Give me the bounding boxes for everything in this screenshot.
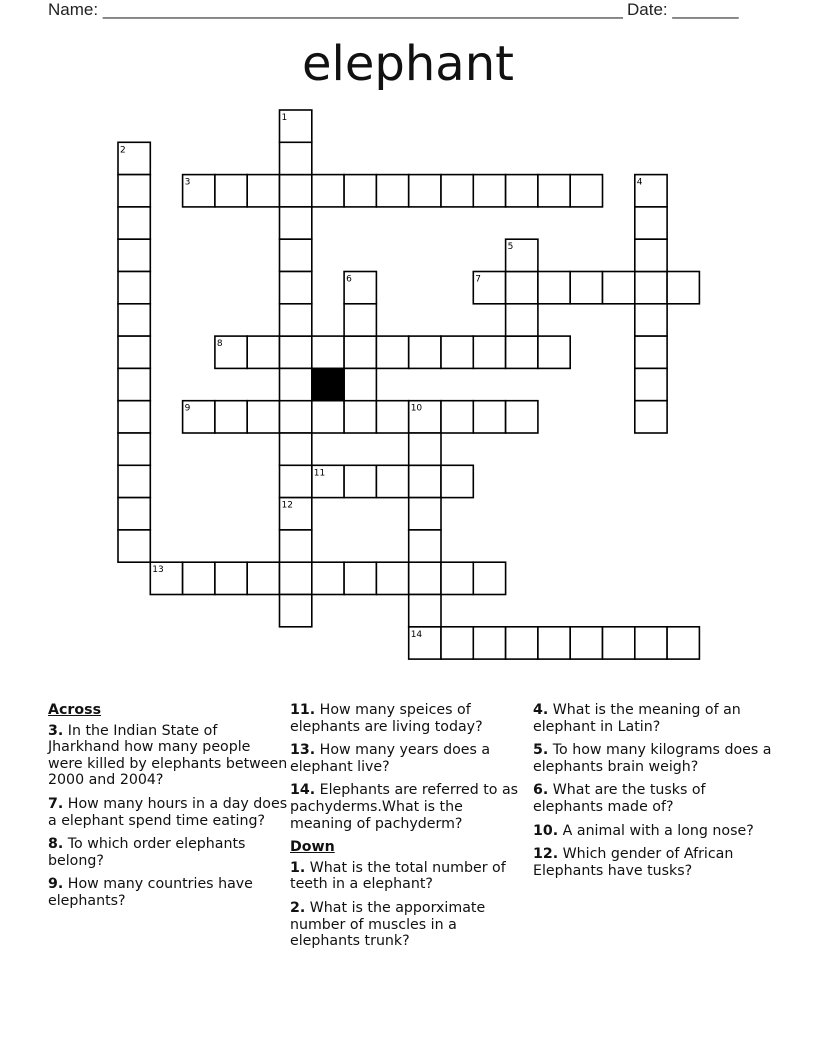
clue-number: 1.	[290, 859, 306, 876]
clue-number: 6.	[533, 782, 549, 799]
grid-cell[interactable]	[667, 627, 699, 659]
grid-cell[interactable]	[635, 368, 667, 400]
grid-cell[interactable]	[118, 175, 150, 207]
grid-cell[interactable]	[409, 530, 441, 562]
grid-cell[interactable]	[441, 627, 473, 659]
clue-text: How many years does a elephant live?	[290, 742, 491, 775]
grid-cell[interactable]	[603, 627, 635, 659]
clue-down-12	[533, 846, 773, 879]
grid-cell[interactable]	[473, 175, 505, 207]
clue-number: 13.	[290, 742, 316, 759]
grid-cell[interactable]	[280, 142, 312, 174]
grid-cell[interactable]	[118, 465, 150, 497]
cell-number: 6	[346, 274, 352, 285]
clues-column-1	[48, 702, 288, 917]
grid-cell[interactable]	[118, 498, 150, 530]
grid-cell[interactable]	[409, 175, 441, 207]
cell-number: 8	[216, 339, 223, 350]
cell-number: 11	[313, 468, 326, 479]
date-label: Date:	[627, 0, 668, 19]
clue-across-9	[48, 876, 288, 909]
clue-text: How many countries have elephants?	[48, 876, 253, 909]
grid-cell[interactable]	[376, 175, 408, 207]
clue-across-8	[48, 836, 288, 869]
grid-cell[interactable]	[344, 175, 376, 207]
grid-cell[interactable]	[280, 530, 312, 562]
clue-down-4	[533, 702, 773, 735]
grid-cell[interactable]	[473, 336, 505, 368]
grid-cell[interactable]	[312, 175, 344, 207]
clue-number: 5.	[533, 742, 549, 759]
grid-cell[interactable]	[247, 336, 279, 368]
grid-cell[interactable]	[635, 207, 667, 239]
grid-cell[interactable]	[473, 562, 505, 594]
clue-number: 11.	[290, 702, 316, 718]
name-blank: _______________________________________________________	[102, 0, 623, 19]
grid-cell[interactable]	[280, 433, 312, 465]
grid-cell[interactable]	[376, 465, 408, 497]
clue-down-5	[533, 742, 773, 775]
grid-cell[interactable]	[506, 627, 538, 659]
grid-cell[interactable]	[506, 272, 538, 304]
clue-down-6	[533, 782, 773, 815]
grid-cell[interactable]	[312, 562, 344, 594]
cell-number: 13	[152, 565, 164, 576]
grid-cell[interactable]	[344, 562, 376, 594]
clue-text: To how many kilograms does a elephants brain weigh?	[533, 742, 772, 775]
grid-cell[interactable]	[118, 530, 150, 562]
grid-cell[interactable]	[409, 336, 441, 368]
clue-across-7	[48, 796, 288, 829]
grid-cell[interactable]	[441, 401, 473, 433]
grid-cell[interactable]	[538, 627, 570, 659]
grid-cell[interactable]	[667, 272, 699, 304]
grid-cell[interactable]	[118, 433, 150, 465]
grid-cell[interactable]	[118, 336, 150, 368]
cell-number: 14	[410, 629, 423, 640]
grid-cell[interactable]	[570, 627, 602, 659]
grid-cell[interactable]	[344, 368, 376, 400]
grid-cell[interactable]	[441, 175, 473, 207]
cell-number: 9	[184, 403, 191, 414]
clue-number: 9.	[48, 876, 64, 893]
grid-cell[interactable]	[409, 498, 441, 530]
grid-cell[interactable]	[280, 272, 312, 304]
grid-cell[interactable]	[473, 401, 505, 433]
grid-cell[interactable]	[118, 272, 150, 304]
grid-cell[interactable]	[118, 239, 150, 271]
clue-across-13	[290, 742, 522, 775]
grid-cell[interactable]	[280, 239, 312, 271]
clue-across-11	[290, 702, 522, 735]
clue-number: 4.	[533, 702, 549, 718]
clue-text: What is the total number of teeth in a elephant?	[290, 859, 506, 893]
grid-cell[interactable]	[376, 562, 408, 594]
grid-cell[interactable]	[538, 336, 570, 368]
grid-cell[interactable]	[344, 336, 376, 368]
grid-cell[interactable]	[538, 272, 570, 304]
grid-cell[interactable]	[280, 562, 312, 594]
grid-cell[interactable]	[635, 272, 667, 304]
clue-down-2	[290, 900, 522, 950]
grid-cell[interactable]	[635, 401, 667, 433]
clue-text: What is the apporximate number of muscles in a elephants trunk?	[290, 899, 486, 950]
grid-cell[interactable]	[312, 336, 344, 368]
grid-cell[interactable]	[280, 207, 312, 239]
clue-number: 8.	[48, 836, 64, 853]
grid-cell[interactable]	[409, 595, 441, 627]
clue-number: 3.	[48, 722, 64, 739]
grid-cell[interactable]	[215, 562, 247, 594]
date-blank: _______	[672, 0, 739, 19]
grid-cell[interactable]	[280, 401, 312, 433]
puzzle-title: elephant	[302, 36, 514, 92]
clue-number: 2.	[290, 899, 306, 916]
clue-text: What are the tusks of elephants made of?	[533, 782, 706, 815]
clue-text: How many speices of elephants are living today?	[290, 702, 483, 735]
grid-cell[interactable]	[247, 175, 279, 207]
cell-number: 12	[281, 500, 293, 511]
clue-number: 10.	[533, 822, 559, 839]
grid-cell[interactable]	[538, 175, 570, 207]
clue-across-14	[290, 782, 522, 832]
grid-cell[interactable]	[118, 207, 150, 239]
grid-cell[interactable]	[409, 562, 441, 594]
clue-number: 12.	[533, 846, 559, 863]
clue-down-1	[290, 860, 522, 893]
grid-cell[interactable]	[376, 401, 408, 433]
grid-cell[interactable]	[635, 627, 667, 659]
clue-text: Elephants are referred to as pachyderms.What is the meaning of pachyderm?	[290, 782, 519, 832]
grid-cell[interactable]	[280, 336, 312, 368]
grid-cell[interactable]	[570, 175, 602, 207]
clue-text: In the Indian State of Jharkhand how many people were killed by elephants between 2000 and 2004?	[48, 722, 288, 789]
grid-cell[interactable]	[118, 368, 150, 400]
grid-cell[interactable]	[570, 272, 602, 304]
grid-cell[interactable]	[280, 595, 312, 627]
grid-cell[interactable]	[506, 175, 538, 207]
cell-number: 2	[120, 145, 126, 156]
grid-cell[interactable]	[441, 562, 473, 594]
cell-number: 7	[475, 274, 482, 285]
grid-cell[interactable]	[247, 562, 279, 594]
grid-cell[interactable]	[473, 627, 505, 659]
grid-cell[interactable]	[247, 401, 279, 433]
down-heading: Down	[290, 839, 335, 856]
grid-cell[interactable]	[118, 401, 150, 433]
grid-cell[interactable]	[215, 401, 247, 433]
grid-cell[interactable]	[280, 175, 312, 207]
clue-number: 14.	[290, 782, 316, 799]
name-label: Name:	[48, 0, 99, 19]
grid-cell[interactable]	[635, 304, 667, 336]
clue-text: Which gender of African Elephants have tusks?	[533, 846, 734, 879]
cell-number: 5	[507, 242, 514, 253]
cell-number: 3	[184, 177, 191, 188]
clue-across-3	[48, 723, 288, 789]
grid-cell[interactable]	[183, 562, 215, 594]
grid-cell[interactable]	[603, 272, 635, 304]
clue-text: A animal with a long nose?	[562, 822, 754, 839]
grid-cell[interactable]	[344, 304, 376, 336]
grid-cell[interactable]	[312, 401, 344, 433]
clues-column-2	[290, 702, 522, 957]
clue-text: To which order elephants belong?	[48, 836, 246, 869]
grid-cell[interactable]	[635, 336, 667, 368]
grid-cell[interactable]	[344, 401, 376, 433]
clue-text: What is the meaning of an elephant in Latin?	[533, 702, 741, 735]
grid-cell[interactable]	[506, 401, 538, 433]
grid-cell[interactable]	[215, 175, 247, 207]
cell-number: 4	[636, 177, 643, 188]
grid-cell[interactable]	[376, 336, 408, 368]
grid-cell[interactable]	[118, 304, 150, 336]
grid-cell[interactable]	[409, 433, 441, 465]
grid-cell[interactable]	[280, 465, 312, 497]
grid-cell[interactable]	[280, 368, 312, 400]
grid-cell[interactable]	[409, 465, 441, 497]
black-cell	[312, 368, 344, 400]
grid-cell[interactable]	[344, 465, 376, 497]
grid-cell[interactable]	[280, 304, 312, 336]
clue-text: How many hours in a day does a elephant spend time eating?	[48, 795, 288, 829]
clues-column-3	[533, 702, 773, 886]
cell-number: 1	[281, 113, 288, 123]
grid-cell[interactable]	[441, 336, 473, 368]
grid-cell[interactable]	[506, 336, 538, 368]
grid-cell[interactable]	[635, 239, 667, 271]
clue-down-10	[533, 823, 773, 840]
grid-cell[interactable]	[506, 304, 538, 336]
grid-cell[interactable]	[441, 465, 473, 497]
cell-number: 10	[410, 403, 423, 414]
clue-number: 7.	[48, 795, 64, 812]
across-heading: Across	[48, 702, 102, 718]
